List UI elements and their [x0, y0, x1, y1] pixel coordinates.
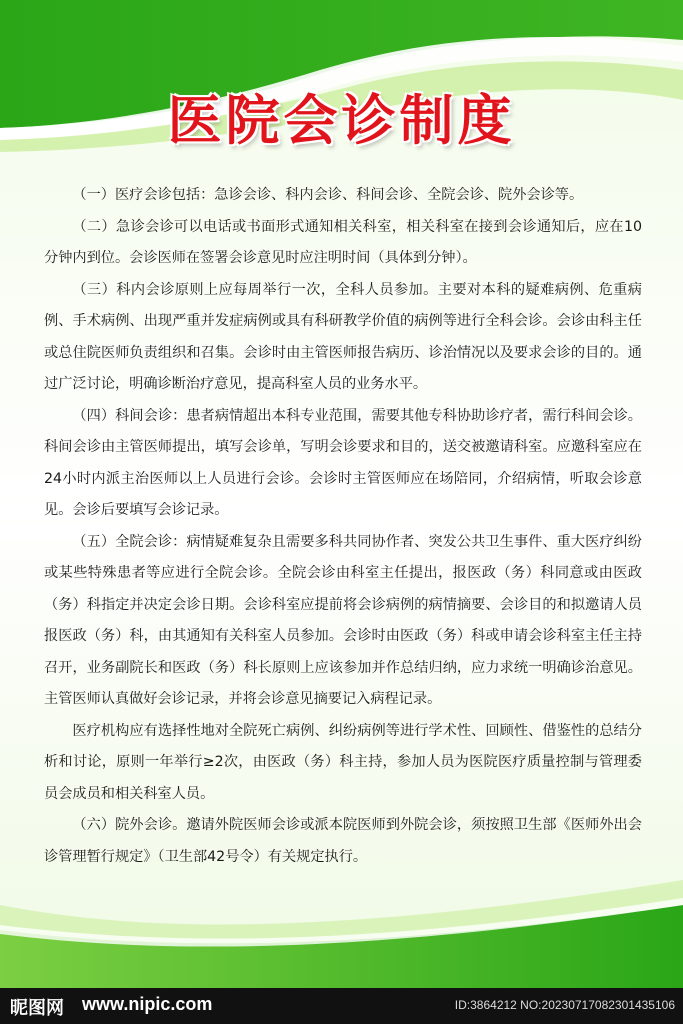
image-id: ID:3864212 NO:20230717082301435106: [454, 998, 675, 1012]
regulation-body: [44, 180, 642, 873]
paragraph: （五）全院会诊：病情疑难复杂且需要多科共同协作者、突发公共卫生事件、重大医疗纠纷或某些特殊患者等应进行全院会诊。全院会诊由科室主任提出，报医政（务）科同意或由医政（务）科指定并决定会诊日期。会诊科室应提前将会诊病例的病情摘要、会诊目的和拟邀请人员报医政（务）科，由其通知有关科室人员参加。会诊时由医政（务）科或申请会诊科室主任主持召开，业务副院长和医政（务）科长原则上应该参加并作总结归纳，应力求统一明确诊治意见。主管医师认真做好会诊记录，并将会诊意见摘要记入病程记录。: [44, 533, 642, 707]
watermark-footer: [0, 988, 683, 1024]
paragraph: （六）院外会诊。邀请外院医师会诊或派本院医师到外院会诊，须按照卫生部《医师外出会诊管理暂行规定》（卫生部42号令）有关规定执行。: [44, 817, 642, 865]
paragraph: （一）医疗会诊包括：急诊会诊、科内会诊、科间会诊、全院会诊、院外会诊等。: [72, 187, 584, 203]
paragraph: （三）科内会诊原则上应每周举行一次，全科人员参加。主要对本科的疑难病例、危重病例、手术病例、出现严重并发症病例或具有科研教学价值的病例等进行全科会诊。会诊由科主任或总住院医师负责组织和召集。会诊时由主管医师报告病历、诊治情况以及要求会诊的目的。通过广泛讨论，明确诊断治疗意见，提高科室人员的业务水平。: [44, 281, 642, 392]
paragraph: 医疗机构应有选择性地对全院死亡病例、纠纷病例等进行学术性、回顾性、借鉴性的总结分析和讨论，原则一年举行≥2次，由医政（务）科主持，参加人员为医院医疗质量控制与管理委员会成员和相关科室人员。: [44, 722, 642, 802]
paragraph: （二）急诊会诊可以电话或书面形式通知相关科室，相关科室在接到会诊通知后，应在10分钟内到位。会诊医师在签署会诊意见时应注明时间（具体到分钟）。: [44, 218, 642, 266]
site-url: www.nipic.com: [82, 994, 213, 1014]
paragraph: （四）科间会诊：患者病情超出本科专业范围，需要其他专科协助诊疗者，需行科间会诊。科间会诊由主管医师提出，填写会诊单，写明会诊要求和目的，送交被邀请科室。应邀科室应在24小时内派主治医师以上人员进行会诊。会诊时主管医师应在场陪同，介绍病情，听取会诊意见。会诊后要填写会诊记录。: [44, 407, 642, 518]
site-logo: 昵图网: [10, 998, 64, 1018]
page-title: 医院会诊制度: [167, 89, 516, 152]
